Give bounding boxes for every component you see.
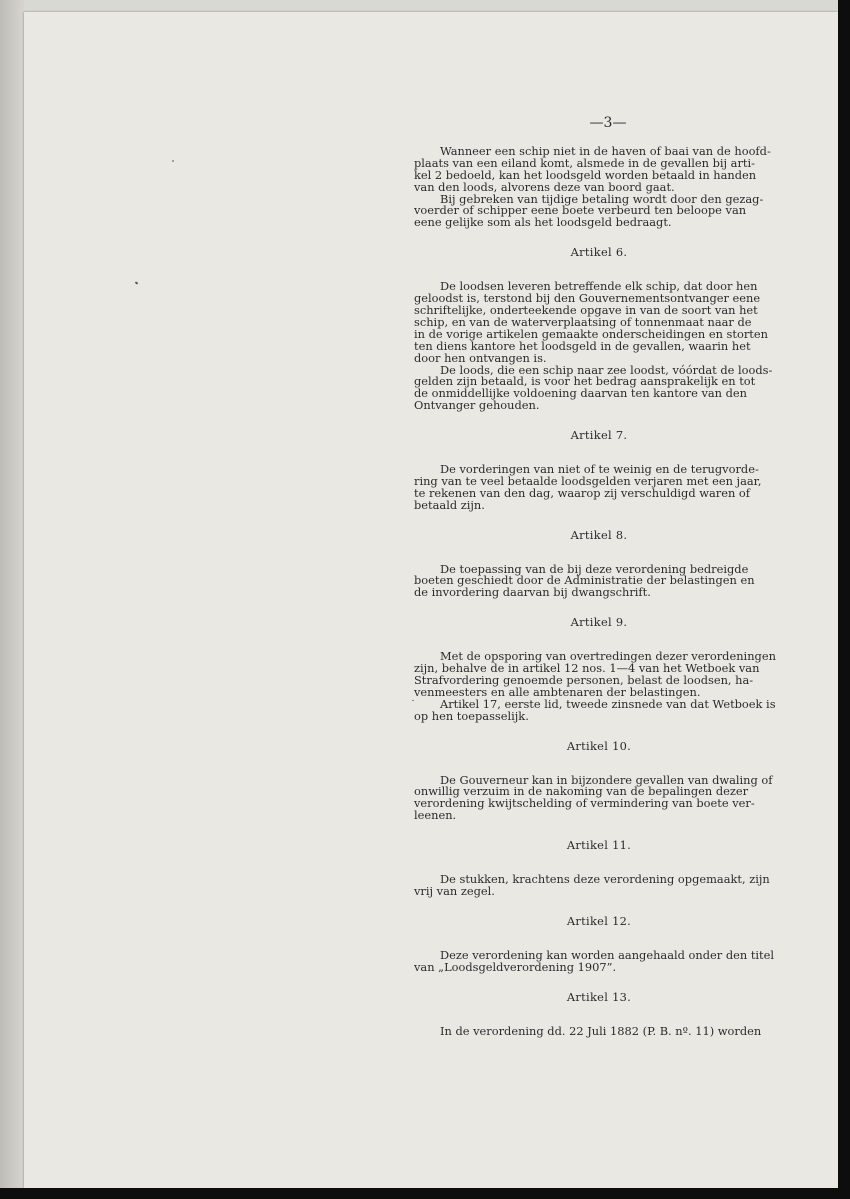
text-column: [414, 115, 784, 1038]
article-heading: Artikel 9.: [570, 615, 628, 630]
article-heading: Artikel 13.: [566, 989, 632, 1004]
paragraph: De vorderingen van niet of te weinig en de terugvorde- ring van te veel betaalde loodsgelden verjaren met een jaar, te rekenen van den dag, waarop zij verschuldigd waren of betaald zijn.: [414, 462, 762, 512]
article-heading: Artikel 10.: [566, 738, 632, 753]
article-heading: Artikel 11.: [566, 838, 632, 853]
paragraph: De loodsen leveren betreffende elk schip, dat door hen geloodst is, terstond bij den Gouvernementsontvanger eene schriftelijke, onderteekende opgave in van de soort van het schip, en van de waterverplaatsing of tonnenmaat naar de in de vorige artikelen gemaakte onderscheidingen en storten ten diens kantore het loodsgeld in de gevallen, waarin het door hen ontvangen is.: [414, 279, 768, 365]
paragraph: In de verordening dd. 22 Juli 1882 (P. B. nº. 11) worden: [440, 1023, 762, 1038]
speck: [135, 281, 139, 284]
page-right-edge: [838, 0, 850, 1199]
paragraph: De stukken, krachtens deze verordening opgemaakt, zijn vrij van zegel.: [414, 872, 770, 898]
article-heading: Artikel 12.: [566, 913, 632, 928]
article-heading: Artikel 6.: [570, 245, 628, 260]
speck: [172, 160, 174, 162]
paragraph: De toepassing van de bij deze verordening bedreigde boeten geschiedt door de Administratie der belastingen en de invordering daarvan bij dwangschrift.: [414, 561, 755, 600]
paragraph: Deze verordening kan worden aangehaald onder den titel van „Loodsgeldverordening 1907”.: [414, 947, 774, 974]
article-heading: Artikel 7.: [570, 428, 628, 443]
paragraph: De loods, die een schip naar zee loodst, vóórdat de loods- gelden zijn betaald, is voor het bedrag aansprakelijk en tot de onmiddellijke voldoening daarvan ten kantore van den Ontvanger gehouden.: [414, 362, 773, 413]
paragraph: Wanneer een schip niet in de haven of baai van de hoofd- plaats van een eiland komt, alsmede in de gevallen bij arti- kel 2 bedoeld, kan het loodsgeld worden betaald in handen van den loods, alvorens deze van boord gaat.: [414, 143, 771, 194]
page-bottom-edge: [0, 1188, 850, 1199]
paragraph: Bij gebreken van tijdige betaling wordt door den gezag- voerder of schipper eene boete verbeurd ten beloope van eene gelijke som als het loodsgeld bedraagt.: [414, 191, 764, 230]
article-heading: Artikel 8.: [570, 527, 628, 542]
page-left-edge: [0, 0, 24, 1199]
paragraph: Artikel 17, eerste lid, tweede zinsnede van dat Wetboek is op hen toepasselijk.: [414, 696, 776, 723]
paragraph: Met de opsporing van overtredingen dezer verordeningen zijn, behalve de in artikel 12 nos. 1—4 van het Wetboek van Strafvordering genoemde personen, belast de loodsen, ha- venmeesters en alle ambtenaren der belastingen.: [414, 649, 776, 699]
paragraph: De Gouverneur kan in bijzondere gevallen van dwaling of onwillig verzuim in de nakoming van de bepalingen dezer verordening kwijtschelding of vermindering van boete ver- leenen.: [414, 772, 773, 823]
page-number: —3—: [589, 115, 627, 131]
